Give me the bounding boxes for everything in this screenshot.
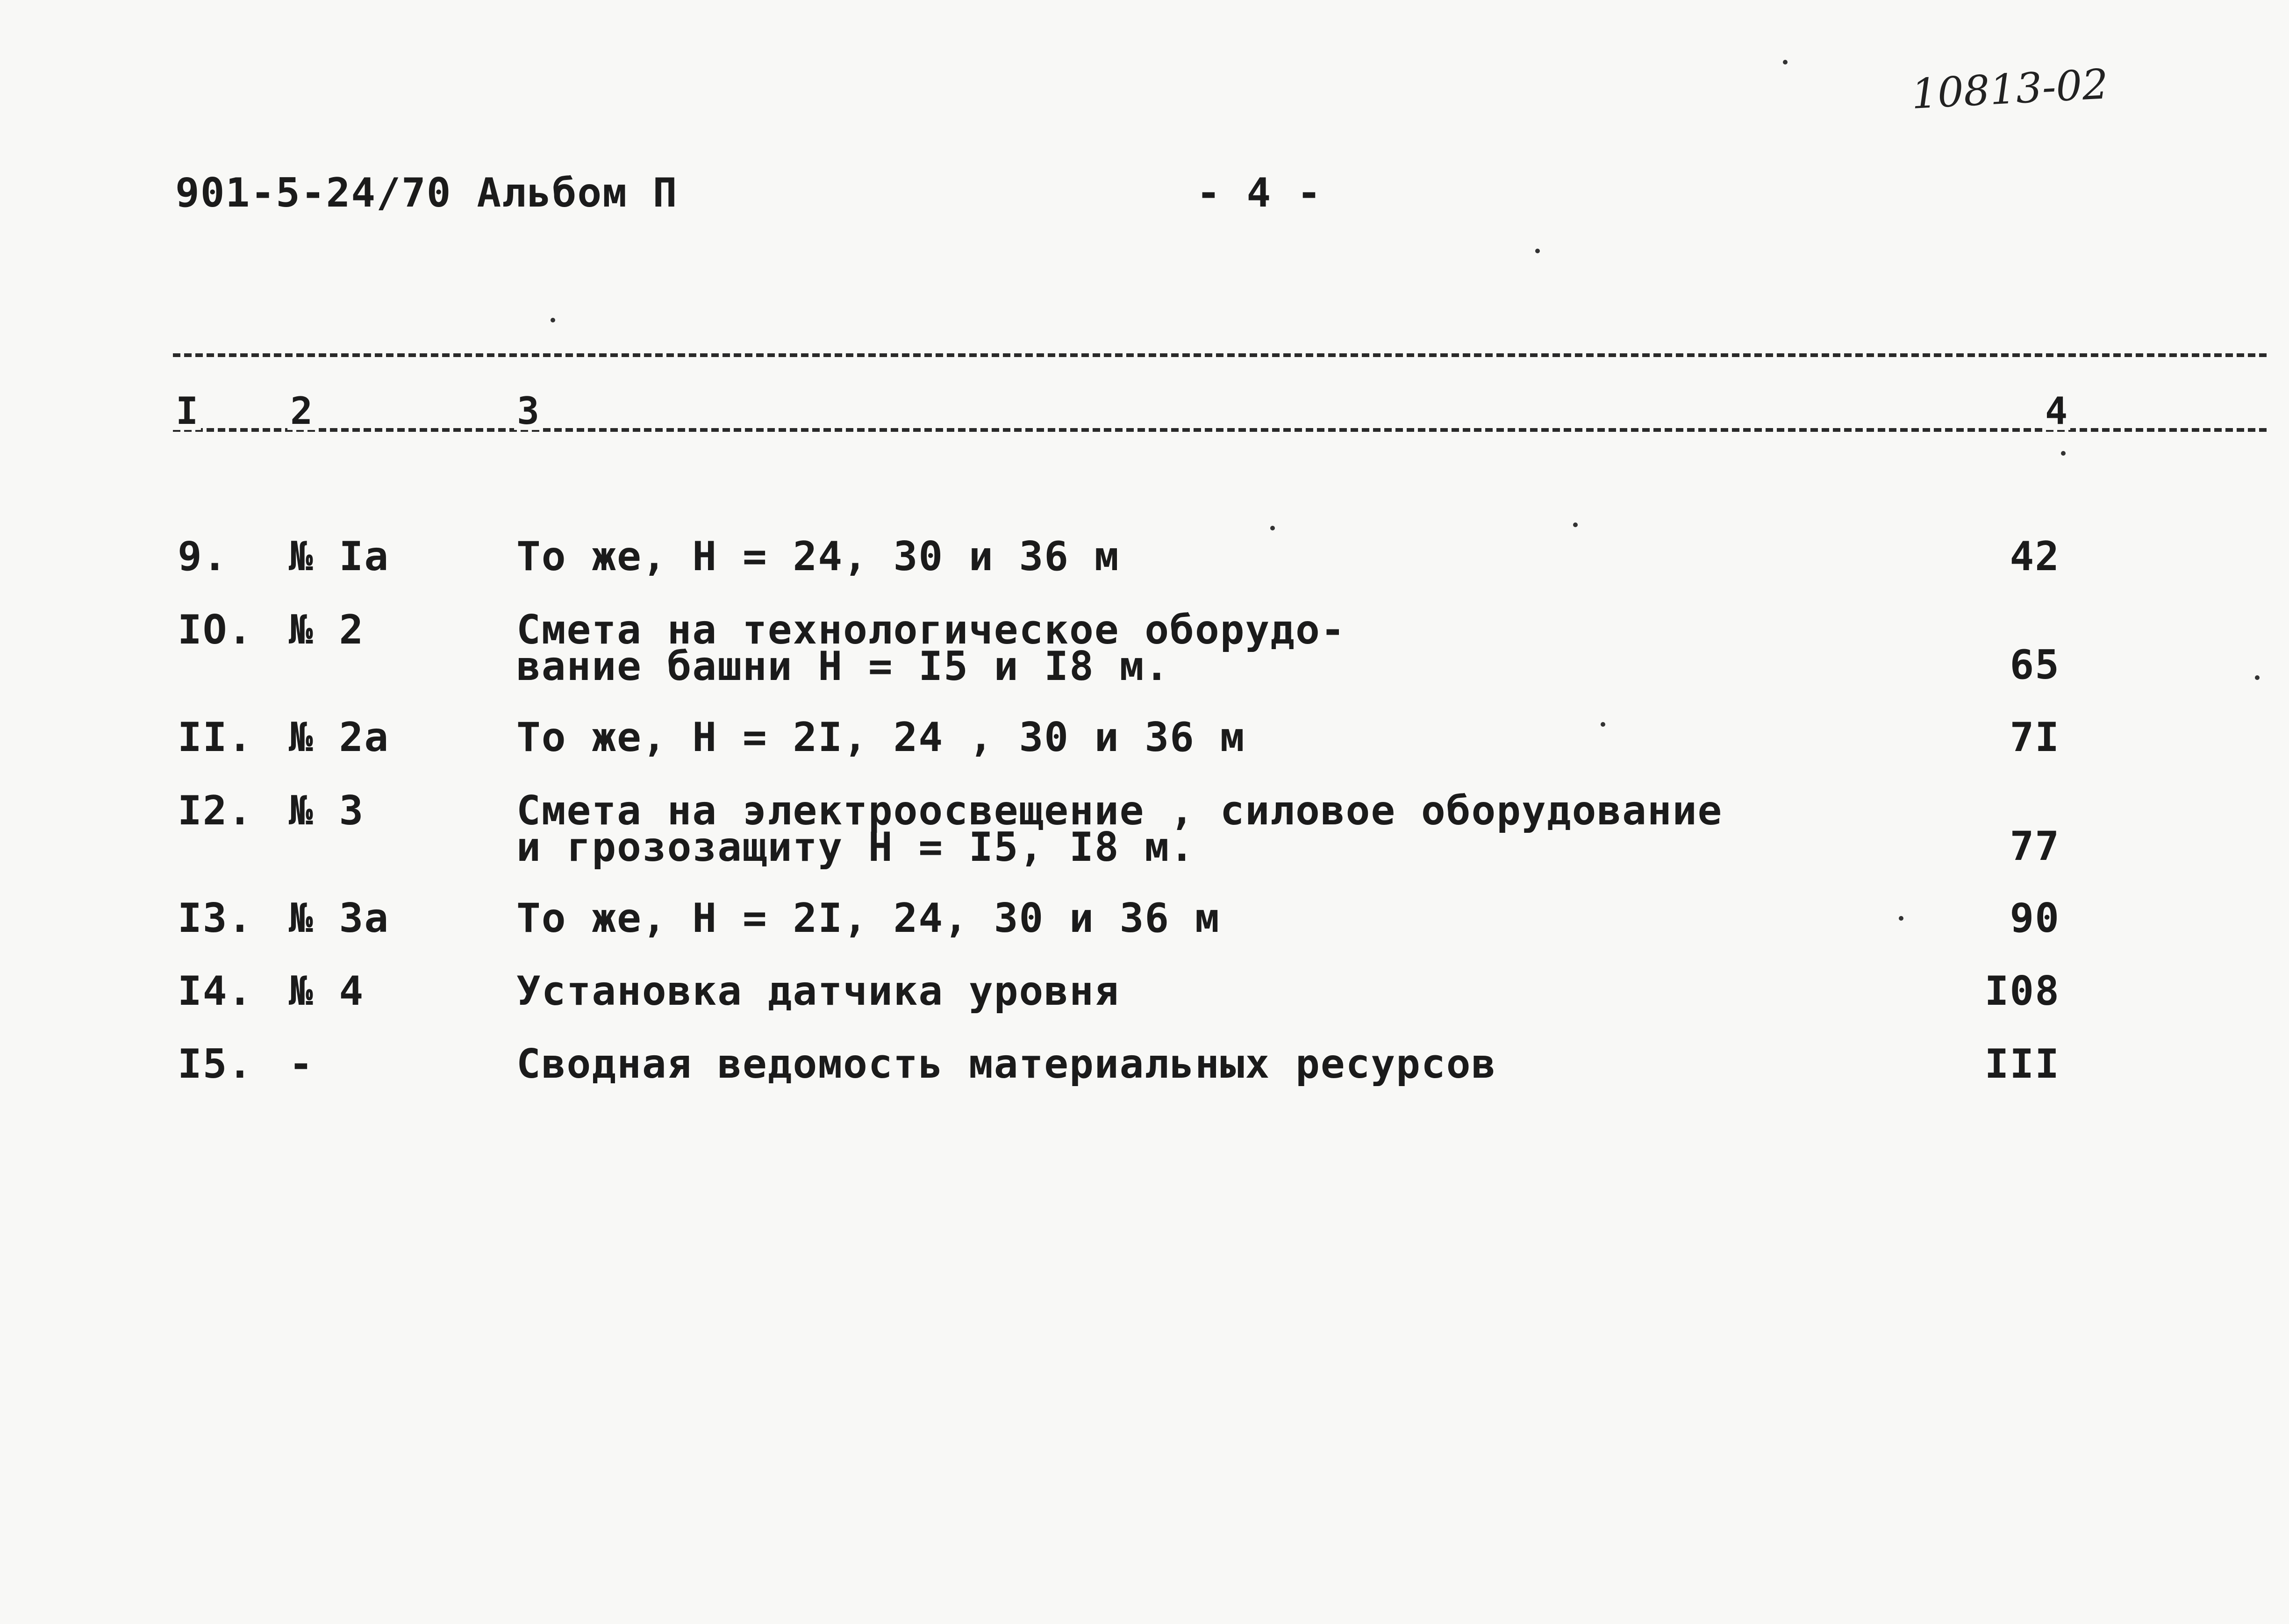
scan-speck xyxy=(1899,916,1903,921)
column-header-3: 3 xyxy=(514,393,542,430)
scan-speck xyxy=(1783,60,1788,64)
top-rule xyxy=(173,353,2267,357)
row-code: № 2а xyxy=(289,714,390,761)
row-description: Смета на технологическое оборудо- xyxy=(516,607,1346,653)
scan-speck xyxy=(2255,675,2260,680)
page-number: - 4 - xyxy=(1196,170,1322,216)
column-header-4: 4 xyxy=(2042,393,2070,430)
row-index: 9. xyxy=(178,533,228,580)
row-code: № 2 xyxy=(289,607,365,653)
column-header-1: I xyxy=(173,393,201,430)
row-description-continued: и грозозащиту Н = I5, I8 м. xyxy=(516,824,1195,871)
scan-speck xyxy=(2061,451,2066,456)
row-page: 90 xyxy=(2010,895,2060,942)
row-page: III xyxy=(1984,1041,2060,1087)
row-description: То же, Н = 2I, 24, 30 и 36 м xyxy=(516,895,1220,942)
row-index: I4. xyxy=(178,968,253,1015)
row-code: № 3 xyxy=(289,787,365,834)
row-index: I5. xyxy=(178,1041,253,1087)
row-page: 7I xyxy=(2010,714,2060,761)
archive-number: 10813-02 xyxy=(1910,60,2110,118)
column-header-2: 2 xyxy=(287,393,315,430)
row-code: № Iа xyxy=(289,533,390,580)
row-page: I08 xyxy=(1984,968,2060,1015)
scan-speck xyxy=(1573,522,1578,527)
row-index: I2. xyxy=(178,787,253,834)
row-page: 77 xyxy=(2010,823,2060,870)
scan-speck xyxy=(1535,249,1540,253)
row-description: То же, Н = 2I, 24 , 30 и 36 м xyxy=(516,714,1245,761)
header-rule xyxy=(173,428,2267,432)
row-description: Смета на электроосвещение , силовое оборудование xyxy=(516,787,1723,834)
row-index: I3. xyxy=(178,895,253,942)
row-code: - xyxy=(289,1041,314,1087)
row-page: 65 xyxy=(2010,642,2060,688)
scan-speck xyxy=(1601,722,1605,727)
scan-speck xyxy=(1270,526,1275,530)
row-index: II. xyxy=(178,714,253,761)
row-description-continued: вание башни Н = I5 и I8 м. xyxy=(516,643,1170,690)
scan-speck xyxy=(551,318,555,322)
document-code: 901-5-24/70 Альбом П xyxy=(175,170,678,216)
row-description: То же, Н = 24, 30 и 36 м xyxy=(516,533,1120,580)
row-description: Сводная ведомость материальных ресурсов xyxy=(516,1041,1497,1087)
row-description: Установка датчика уровня xyxy=(516,968,1120,1015)
row-page: 42 xyxy=(2010,533,2060,580)
row-code: № 3а xyxy=(289,895,390,942)
row-index: IO. xyxy=(178,607,253,653)
row-code: № 4 xyxy=(289,968,365,1015)
